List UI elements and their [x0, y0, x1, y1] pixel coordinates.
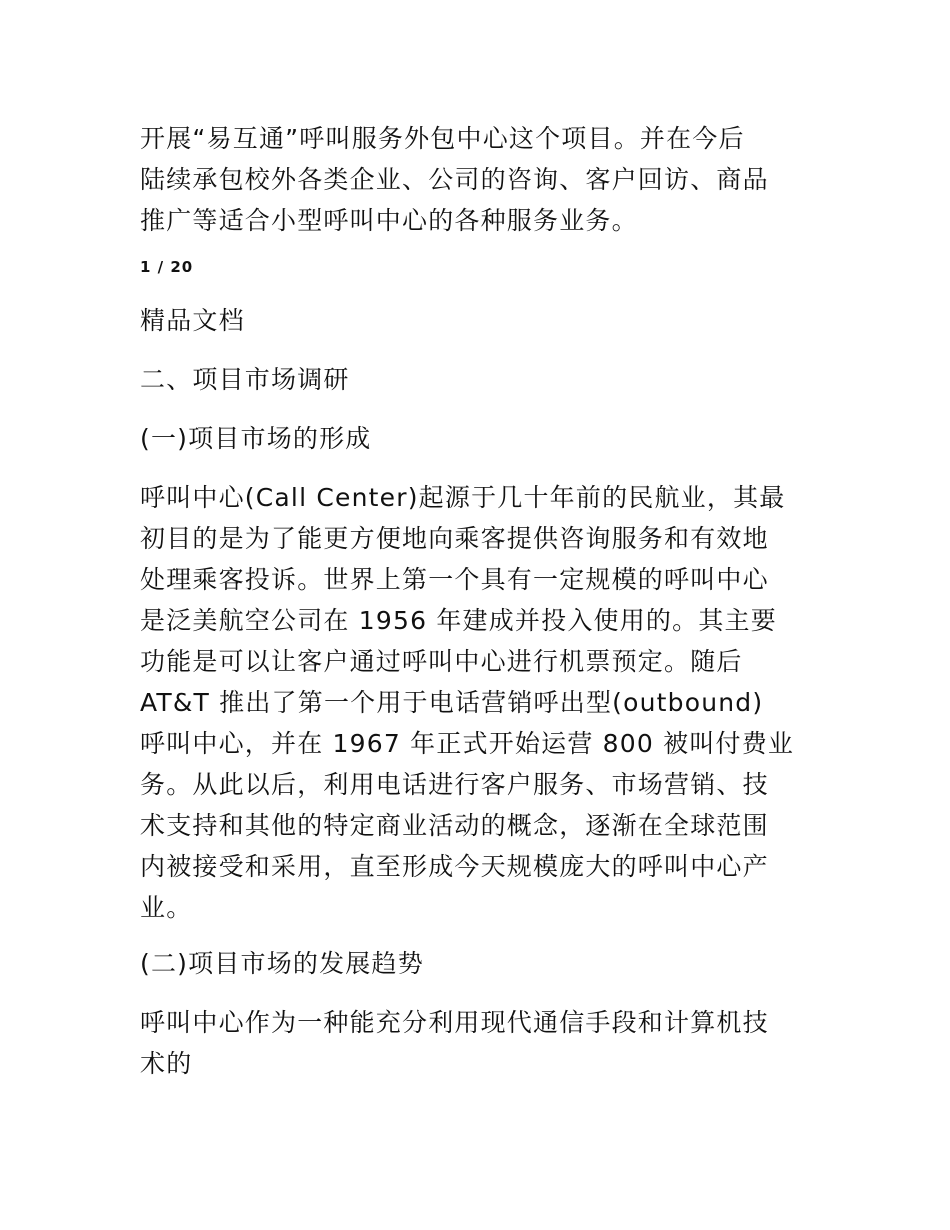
intro-paragraph: 开展“易互通”呼叫服务外包中心这个项目。并在今后 陆续承包校外各类企业、公司的咨询、客户回访、商品 推广等适合小型呼叫中心的各种服务业务。 [140, 124, 769, 235]
subsection-body-1: 呼叫中心(Call Center)起源于几十年前的民航业，其最 初目的是为了能更方便地向乘客提供咨询服务和有效地 处理乘客投诉。世界上第一个具有一定规模的呼叫中心 是泛美航空公司在 1956 年建成并投入使用的。其主要 功能是可以让客户通过呼叫中心进行机票预定。随后 AT&T 推出了第一个用于电话营销呼出型(outbound) 呼叫中心，并在 1967 年正式开始运营 800 被叫付费业 务。从此以后，利用电话进行客户服务、市场营销、技 术支持和其他的特定商业活动的概念，逐渐在全球范围 内被接受和采用，直至形成今天规模庞大的呼叫中心产 业。 [140, 483, 795, 922]
subsection-heading-1: (一)项目市场的形成 [140, 424, 372, 453]
subsection-body-2: 呼叫中心作为一种能充分利用现代通信手段和计算机技 术的 [140, 1008, 769, 1078]
section-heading: 二、项目市场调研 [140, 365, 350, 394]
subsection-heading-2: (二)项目市场的发展趋势 [140, 949, 424, 978]
header-label: 精品文档 [140, 306, 245, 335]
page-number: 1 / 20 [140, 258, 194, 276]
